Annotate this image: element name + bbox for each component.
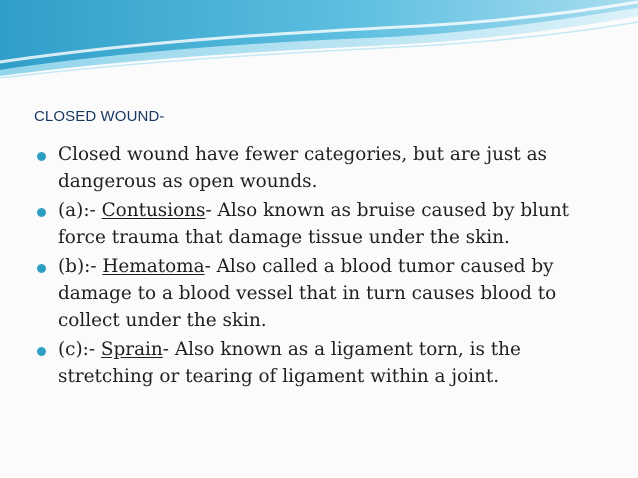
bullet-prefix: (b):- xyxy=(58,256,103,277)
bullet-list xyxy=(34,141,604,392)
bullet-term: Contusions xyxy=(101,200,206,221)
bullet-prefix: (c):- xyxy=(58,339,101,360)
bullet-term: Hematoma xyxy=(102,256,205,277)
bullet-dot-icon xyxy=(37,208,46,217)
slide-title: CLOSED WOUND- xyxy=(34,108,165,125)
bullet-dot-icon xyxy=(37,264,46,273)
bullet-term: Sprain xyxy=(100,339,163,360)
bullet-prefix: (a):- xyxy=(58,200,102,221)
bullet-item xyxy=(34,253,604,334)
bullet-text: - Also known as bruise caused by blunt force trauma that damage tissue under the skin. xyxy=(58,200,570,248)
bullet-text: - Also known as a ligament torn, is the stretching or tearing of ligament within a joint. xyxy=(58,339,521,387)
bullet-dot-icon xyxy=(37,152,46,161)
bullet-item xyxy=(34,197,604,251)
bullet-item xyxy=(34,336,604,390)
header-wave-decoration xyxy=(0,0,638,80)
bullet-dot-icon xyxy=(37,347,46,356)
bullet-text: - Also called a blood tumor caused by damage to a blood vessel that in turn causes blood to collect under the skin. xyxy=(58,256,557,331)
bullet-text: Closed wound have fewer categories, but are just as dangerous as open wounds. xyxy=(58,144,547,192)
bullet-item xyxy=(34,141,604,195)
